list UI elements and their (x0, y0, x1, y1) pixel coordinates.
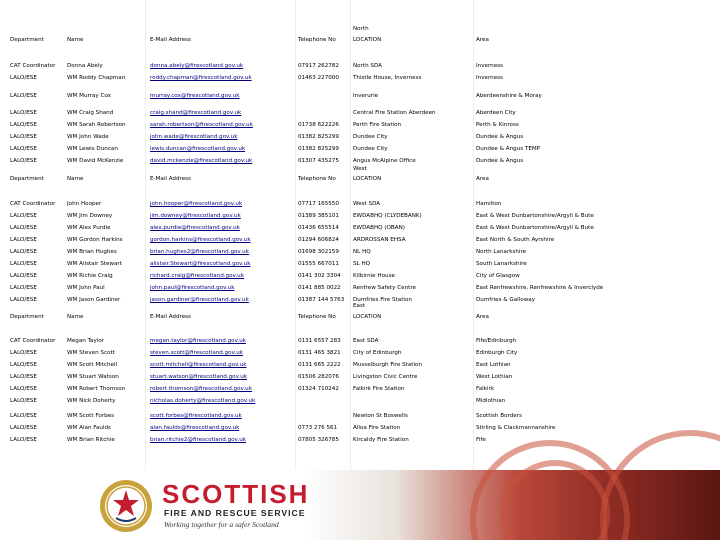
email-link[interactable]: scott.forbes@firescotland.gov.uk (150, 413, 242, 419)
location-cell: City of Edinburgh (353, 350, 402, 356)
location-cell: Inverurie (353, 93, 379, 99)
table-row (0, 395, 720, 407)
department-cell: LALO/ESE (10, 261, 37, 267)
name-cell: WM Richie Craig (67, 273, 113, 279)
department-cell: LALO/ESE (10, 297, 37, 303)
column-header-phone: Telephone No (298, 176, 336, 182)
name-cell: WM Lewis Duncan (67, 146, 118, 152)
table-row (0, 410, 720, 422)
area-cell: East Renfrewshire, Renfrewshire & Inverclyde (476, 285, 604, 291)
location-cell: Musselburgh Fire Station (353, 362, 423, 368)
email-link[interactable]: jim.downey@firescotland.gov.uk (150, 213, 241, 219)
table-row (0, 210, 720, 222)
email-link[interactable]: craig.shand@firescotland.gov.uk (150, 110, 242, 116)
table-row (0, 282, 720, 294)
table-row (0, 359, 720, 371)
area-cell: Fife (476, 437, 486, 443)
phone-cell: 07717 165550 (298, 201, 339, 207)
location-cell: NL HQ (353, 249, 371, 255)
department-cell: LALO/ESE (10, 437, 37, 443)
area-cell: Scottish Borders (476, 413, 522, 419)
area-cell: East & West Dunbartonshire/Argyll & Bute (476, 225, 594, 231)
email-link[interactable]: richard.craig@firescotland.gov.uk (150, 273, 244, 279)
brand-tagline: Working together for a safer Scotland (164, 520, 279, 529)
location-cell: Renfrew Safety Centre (353, 285, 416, 291)
email-link[interactable]: megan.taylor@firescotland.gov.uk (150, 338, 247, 344)
email-link[interactable]: stuart.watson@firescotland.gov.uk (150, 374, 248, 380)
email-link[interactable]: alistair.Stewart@firescotland.gov.uk (150, 261, 251, 267)
email-link[interactable]: robert.thomson@firescotland.gov.uk (150, 386, 252, 392)
phone-cell: 0131 465 3821 (298, 350, 341, 356)
name-cell: WM John Wade (67, 134, 109, 140)
department-cell: LALO/ESE (10, 249, 37, 255)
location-cell: Falkirk Fire Station (353, 386, 405, 392)
email-link[interactable]: jason.gardiner@firescotland.gov.uk (150, 297, 249, 303)
name-cell: WM Alan Faulds (67, 425, 111, 431)
phone-cell: 01387 144 5763 (298, 297, 345, 303)
phone-cell: 01382 825299 (298, 146, 339, 152)
email-link[interactable]: brian.hughes2@firescotland.gov.uk (150, 249, 249, 255)
location-cell: EWDABHQ (OBAN) (353, 225, 405, 231)
department-cell: LALO/ESE (10, 93, 37, 99)
area-cell: East & West Dunbartonshire/Argyll & Bute (476, 213, 594, 219)
phone-cell: 07805 326785 (298, 437, 339, 443)
area-cell: Inverness (476, 75, 503, 81)
table-row (0, 143, 720, 155)
column-header-email: E-Mail Address (150, 37, 191, 43)
email-link[interactable]: donna.abely@firescotland.gov.uk (150, 63, 244, 69)
header-row (0, 173, 720, 185)
email-link[interactable]: roddy.chapman@firescotland.gov.uk (150, 75, 252, 81)
column-header-email: E-Mail Address (150, 314, 191, 320)
email-link[interactable]: nicholas.doherty@firescotland.gov.uk (150, 398, 256, 404)
phone-cell: 0141 302 3304 (298, 273, 341, 279)
phone-cell: 01382 825299 (298, 134, 339, 140)
area-cell: Inverness (476, 63, 503, 69)
area-cell: Stirling & Clackmannanshire (476, 425, 556, 431)
department-cell: LALO/ESE (10, 273, 37, 279)
location-cell: Angus McAlpine Office (353, 158, 416, 164)
email-link[interactable]: john.wade@firescotland.gov.uk (150, 134, 238, 140)
section-title-north: North (353, 26, 369, 32)
location-cell: SL HQ (353, 261, 371, 267)
phone-cell: 07917 262782 (298, 63, 339, 69)
department-cell: LALO/ESE (10, 285, 37, 291)
area-cell: Aberdeenshire & Moray (476, 93, 542, 99)
table-row (0, 347, 720, 359)
phone-cell: 01506 282076 (298, 374, 339, 380)
footer-banner (0, 470, 720, 540)
area-cell: Hamilton (476, 201, 502, 207)
column-header-department: Department (10, 176, 44, 182)
area-cell: East North & South Ayrshire (476, 237, 555, 243)
column-header-area: Area (476, 37, 489, 43)
email-link[interactable]: alan.faulds@firescotland.gov.uk (150, 425, 240, 431)
table-row (0, 107, 720, 119)
table-row (0, 131, 720, 143)
table-row (0, 60, 720, 72)
email-link[interactable]: david.mckenzie@firescotland.gov.uk (150, 158, 253, 164)
area-cell: West Lothian (476, 374, 513, 380)
department-cell: LALO/ESE (10, 110, 37, 116)
section-title-east: East (353, 303, 366, 309)
column-header-department: Department (10, 37, 44, 43)
header-row (0, 34, 720, 46)
department-cell: LALO/ESE (10, 413, 37, 419)
name-cell: WM Jim Downey (67, 213, 113, 219)
phone-cell: 01463 227000 (298, 75, 339, 81)
name-cell: WM Scott Forbes (67, 413, 114, 419)
crest-icon (98, 478, 154, 534)
name-cell: WM Sarah Robertson (67, 122, 126, 128)
location-cell: Dundee City (353, 146, 388, 152)
name-cell: WM Robert Thomson (67, 386, 126, 392)
area-cell: Perth & Kinross (476, 122, 519, 128)
table-row (0, 383, 720, 395)
table-row (0, 434, 720, 446)
name-cell: WM John Paul (67, 285, 105, 291)
email-link[interactable]: gordon.harkins@firescotland.gov.uk (150, 237, 251, 243)
phone-cell: 01738 622226 (298, 122, 339, 128)
location-cell: West SDA (353, 201, 381, 207)
brand-name: SCOTTISH (162, 479, 310, 509)
name-cell: Megan Taylor (67, 338, 105, 344)
email-link[interactable]: murray.cox@firescotland.gov.uk (150, 93, 240, 99)
name-cell: John Hooper (67, 201, 102, 207)
name-cell: WM Alistair Stewart (67, 261, 122, 267)
phone-cell: 01324 710242 (298, 386, 339, 392)
phone-cell: 0141 885 0022 (298, 285, 341, 291)
phone-cell: 01436 655514 (298, 225, 339, 231)
email-link[interactable]: alex.purdie@firescotland.gov.uk (150, 225, 240, 231)
area-cell: Dumfries & Galloway (476, 297, 536, 303)
location-cell: Kircaldy Fire Station (353, 437, 409, 443)
phone-cell: 01307 435275 (298, 158, 339, 164)
column-header-phone: Telephone No (298, 314, 336, 320)
name-cell: WM Roddy Chapman (67, 75, 126, 81)
column-header-phone: Telephone No (298, 37, 336, 43)
name-cell: WM Stuart Watson (67, 374, 119, 380)
column-header-location: LOCATION (353, 37, 382, 43)
email-link[interactable]: john.paul@firescotland.gov.uk (150, 285, 235, 291)
department-cell: LALO/ESE (10, 237, 37, 243)
location-cell: ARDROSSAN EHSA (353, 237, 406, 243)
area-cell: Fife/Edinburgh (476, 338, 517, 344)
department-cell: CAT Coordinator (10, 63, 56, 69)
location-cell: Newton St Boswells (353, 413, 408, 419)
email-link[interactable]: steven.scott@firescotland.gov.uk (150, 350, 244, 356)
column-header-department: Department (10, 314, 44, 320)
name-cell: WM Steven Scott (67, 350, 115, 356)
location-cell: Kilbirnie House (353, 273, 395, 279)
location-cell: Thistle House, Inverness (353, 75, 422, 81)
table-row (0, 222, 720, 234)
table-row (0, 234, 720, 246)
department-cell: LALO/ESE (10, 75, 37, 81)
column-header-area: Area (476, 314, 489, 320)
name-cell: WM David McKenzie (67, 158, 124, 164)
table-row (0, 371, 720, 383)
department-cell: LALO/ESE (10, 386, 37, 392)
department-cell: LALO/ESE (10, 374, 37, 380)
column-header-name: Name (67, 37, 84, 43)
table-row (0, 90, 720, 102)
table-row (0, 246, 720, 258)
email-link[interactable]: sarah.robertson@firescotland.gov.uk (150, 122, 253, 128)
table-row (0, 258, 720, 270)
phone-cell: 01294 606824 (298, 237, 339, 243)
table-row (0, 422, 720, 434)
name-cell: WM Scott Mitchell (67, 362, 118, 368)
brand-subtitle: FIRE AND RESCUE SERVICE (164, 508, 306, 518)
area-cell: North Lanarkshire (476, 249, 527, 255)
department-cell: LALO/ESE (10, 362, 37, 368)
department-cell: LALO/ESE (10, 213, 37, 219)
column-header-name: Name (67, 314, 84, 320)
name-cell: WM Alex Purdie (67, 225, 111, 231)
location-cell: North SDA (353, 63, 383, 69)
location-cell: Central Fire Station Aberdeen (353, 110, 436, 116)
name-cell: WM Craig Shand (67, 110, 114, 116)
column-header-location: LOCATION (353, 176, 382, 182)
column-header-location: LOCATION (353, 314, 382, 320)
area-cell: City of Glasgow (476, 273, 520, 279)
area-cell: Edinburgh City (476, 350, 518, 356)
area-cell: Dundee & Angus (476, 158, 524, 164)
name-cell: WM Murray Cox (67, 93, 111, 99)
department-cell: LALO/ESE (10, 225, 37, 231)
name-cell: WM Brian Ritchie (67, 437, 115, 443)
department-cell: CAT Coordinator (10, 338, 56, 344)
location-cell: Alloa Fire Station (353, 425, 401, 431)
area-cell: South Lanarkshire (476, 261, 527, 267)
location-cell: East SDA (353, 338, 379, 344)
location-cell: Perth Fire Station (353, 122, 402, 128)
department-cell: LALO/ESE (10, 425, 37, 431)
email-link[interactable]: scott.mitchell@firescotland.gov.uk (150, 362, 247, 368)
column-header-name: Name (67, 176, 84, 182)
table-row (0, 198, 720, 210)
area-cell: Falkirk (476, 386, 495, 392)
name-cell: WM Brian Hughes (67, 249, 117, 255)
table-row (0, 270, 720, 282)
phone-cell: 01389 385101 (298, 213, 339, 219)
column-header-email: E-Mail Address (150, 176, 191, 182)
area-cell: Aberdeen City (476, 110, 516, 116)
brand-logo[interactable] (98, 478, 418, 534)
department-cell: LALO/ESE (10, 134, 37, 140)
department-cell: LALO/ESE (10, 122, 37, 128)
department-cell: CAT Coordinator (10, 201, 56, 207)
phone-cell: 0773 276 561 (298, 425, 338, 431)
location-cell: Dundee City (353, 134, 388, 140)
location-cell: EWDABHQ (CLYDEBANK) (353, 213, 422, 219)
area-cell: Midlothian (476, 398, 506, 404)
name-cell: Donna Abely (67, 63, 103, 69)
email-link[interactable]: lewis.duncan@firescotland.gov.uk (150, 146, 246, 152)
area-cell: East Lothian (476, 362, 511, 368)
section-title-west: West (353, 166, 367, 172)
department-cell: LALO/ESE (10, 398, 37, 404)
email-link[interactable]: john.hooper@firescotland.gov.uk (150, 201, 243, 207)
department-cell: LALO/ESE (10, 350, 37, 356)
email-link[interactable]: brian.ritchie2@firescotland.gov.uk (150, 437, 246, 443)
table-row (0, 119, 720, 131)
area-cell: Dundee & Angus TEMP (476, 146, 541, 152)
location-cell: Livingston Civic Centre (353, 374, 418, 380)
phone-cell: 01698 302159 (298, 249, 339, 255)
name-cell: WM Gordon Harkins (67, 237, 123, 243)
header-row (0, 311, 720, 323)
location-cell: Dumfries Fire Station (353, 297, 412, 303)
table-row (0, 335, 720, 347)
table-row (0, 72, 720, 84)
area-cell: Dundee & Angus (476, 134, 524, 140)
department-cell: LALO/ESE (10, 146, 37, 152)
name-cell: WM Nick Doherty (67, 398, 116, 404)
department-cell: LALO/ESE (10, 158, 37, 164)
phone-cell: 01555 667011 (298, 261, 339, 267)
column-header-area: Area (476, 176, 489, 182)
phone-cell: 0131 6557 283 (298, 338, 341, 344)
phone-cell: 0131 665 2222 (298, 362, 341, 368)
name-cell: WM Jason Gardiner (67, 297, 121, 303)
